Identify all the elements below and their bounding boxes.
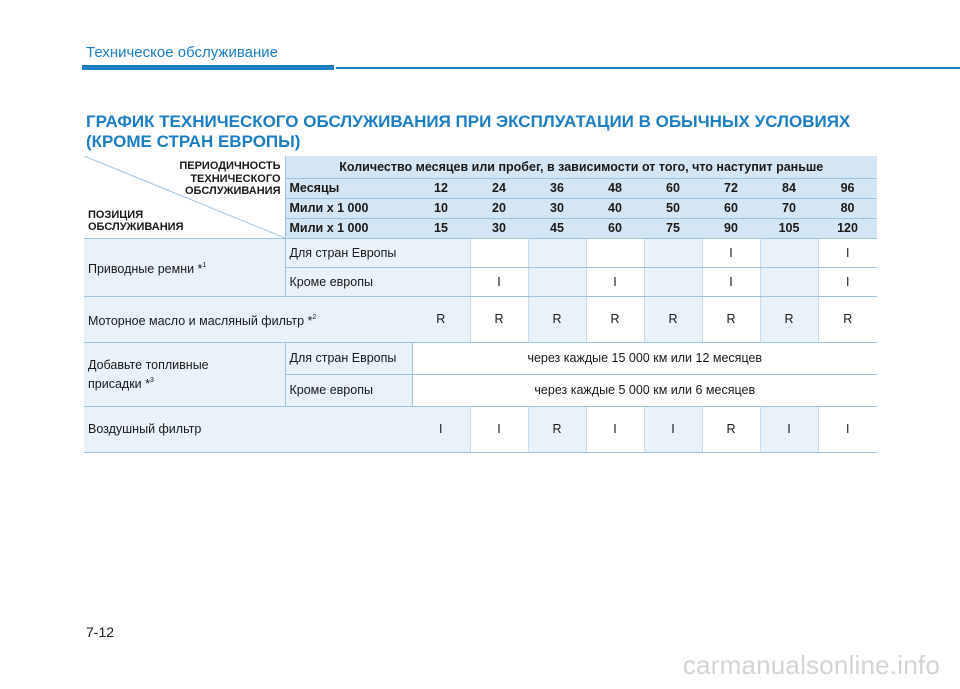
maintenance-schedule-table xyxy=(84,156,877,453)
km-value: 105 xyxy=(760,218,818,238)
oil-cell: R xyxy=(644,296,702,342)
km-value: 120 xyxy=(818,218,877,238)
header-rule-thick xyxy=(82,65,334,70)
miles-value: 40 xyxy=(586,198,644,218)
air-filter-cell: R xyxy=(702,406,760,452)
km-value: 60 xyxy=(586,218,644,238)
oil-cell: R xyxy=(412,296,470,342)
month-value: 72 xyxy=(702,178,760,198)
miles-value: 20 xyxy=(470,198,528,218)
belts-europe-cell xyxy=(644,238,702,267)
miles-value: 50 xyxy=(644,198,702,218)
air-filter-cell: I xyxy=(818,406,877,452)
belts-non-europe-cell: I xyxy=(586,267,644,296)
km-value: 45 xyxy=(528,218,586,238)
miles-label: Мили x 1 000 xyxy=(285,198,412,218)
month-value: 12 xyxy=(412,178,470,198)
belts-europe-cell xyxy=(760,238,818,267)
miles-value: 70 xyxy=(760,198,818,218)
air-filter-cell: I xyxy=(470,406,528,452)
additives-item-name: Добавьте топливные присадки *$^3$ xyxy=(84,342,285,406)
oil-cell: R xyxy=(818,296,877,342)
air-filter-cell: R xyxy=(528,406,586,452)
running-header: Техническое обслуживание xyxy=(86,44,278,61)
corner-top-label: ПЕРИОДИЧНОСТЬ ТЕХНИЧЕСКОГО ОБСЛУЖИВАНИЯ xyxy=(179,160,281,197)
month-value: 36 xyxy=(528,178,586,198)
belts-europe-cell xyxy=(586,238,644,267)
corner-header-cell xyxy=(84,156,285,238)
miles-value: 60 xyxy=(702,198,760,218)
air-filter-cell: I xyxy=(412,406,470,452)
month-value: 60 xyxy=(644,178,702,198)
belts-europe-cell xyxy=(528,238,586,267)
belts-europe-cell: I xyxy=(702,238,760,267)
additives-europe-label: Для стран Европы xyxy=(285,342,412,374)
additives-non-europe-interval: через каждые 5 000 км или 6 месяцев xyxy=(412,374,877,406)
belts-non-europe-cell: I xyxy=(818,267,877,296)
miles-value: 80 xyxy=(818,198,877,218)
additives-europe-row xyxy=(84,342,877,374)
month-value: 48 xyxy=(586,178,644,198)
km-value: 75 xyxy=(644,218,702,238)
interval-header: Количество месяцев или пробег, в зависимости от того, что наступит раньше xyxy=(285,156,877,178)
belts-europe-cell: I xyxy=(818,238,877,267)
belts-non-europe-cell xyxy=(528,267,586,296)
header-rule-thin xyxy=(336,67,960,69)
air-filter-item-name: Воздушный фильтр xyxy=(84,406,412,452)
belts-non-europe-label: Кроме европы xyxy=(285,267,412,296)
schedule-title xyxy=(86,112,886,152)
months-label: Месяцы xyxy=(285,178,412,198)
belts-europe-row xyxy=(84,238,877,267)
air-filter-cell: I xyxy=(644,406,702,452)
watermark: carmanualsonline.info xyxy=(682,650,940,680)
miles-value: 30 xyxy=(528,198,586,218)
month-value: 96 xyxy=(818,178,877,198)
belts-europe-label: Для стран Европы xyxy=(285,238,412,267)
km-value: 30 xyxy=(470,218,528,238)
page-number: 7-12 xyxy=(86,624,115,640)
oil-row xyxy=(84,296,877,342)
belts-europe-cell xyxy=(470,238,528,267)
belts-non-europe-cell: I xyxy=(470,267,528,296)
belts-non-europe-cell xyxy=(760,267,818,296)
miles-value: 10 xyxy=(412,198,470,218)
air-filter-cell: I xyxy=(760,406,818,452)
air-filter-row xyxy=(84,406,877,452)
oil-cell: R xyxy=(760,296,818,342)
schedule-title-line1: ГРАФИК ТЕХНИЧЕСКОГО ОБСЛУЖИВАНИЯ ПРИ ЭКСПЛУАТАЦИИ В ОБЫЧНЫХ УСЛОВИЯХ xyxy=(86,112,851,131)
oil-cell: R xyxy=(702,296,760,342)
month-value: 84 xyxy=(760,178,818,198)
km-label: Мили x 1 000 xyxy=(285,218,412,238)
air-filter-cell: I xyxy=(586,406,644,452)
oil-cell: R xyxy=(528,296,586,342)
km-value: 90 xyxy=(702,218,760,238)
belts-europe-cell xyxy=(412,238,470,267)
oil-cell: R xyxy=(586,296,644,342)
oil-cell: R xyxy=(470,296,528,342)
schedule-title-line2: (КРОМЕ СТРАН ЕВРОПЫ) xyxy=(86,132,301,151)
corner-bottom-label: ПОЗИЦИЯ ОБСЛУЖИВАНИЯ xyxy=(88,208,184,233)
additives-non-europe-label: Кроме европы xyxy=(285,374,412,406)
month-value: 24 xyxy=(470,178,528,198)
interval-header-row xyxy=(84,156,877,178)
additives-europe-interval: через каждые 15 000 км или 12 месяцев xyxy=(412,342,877,374)
belts-non-europe-cell xyxy=(644,267,702,296)
belts-non-europe-cell: I xyxy=(702,267,760,296)
oil-item-name: Моторное масло и масляный фильтр *$^2$ xyxy=(84,296,412,342)
km-value: 15 xyxy=(412,218,470,238)
belts-item-name: Приводные ремни *$^1$ xyxy=(84,238,285,296)
belts-non-europe-cell xyxy=(412,267,470,296)
